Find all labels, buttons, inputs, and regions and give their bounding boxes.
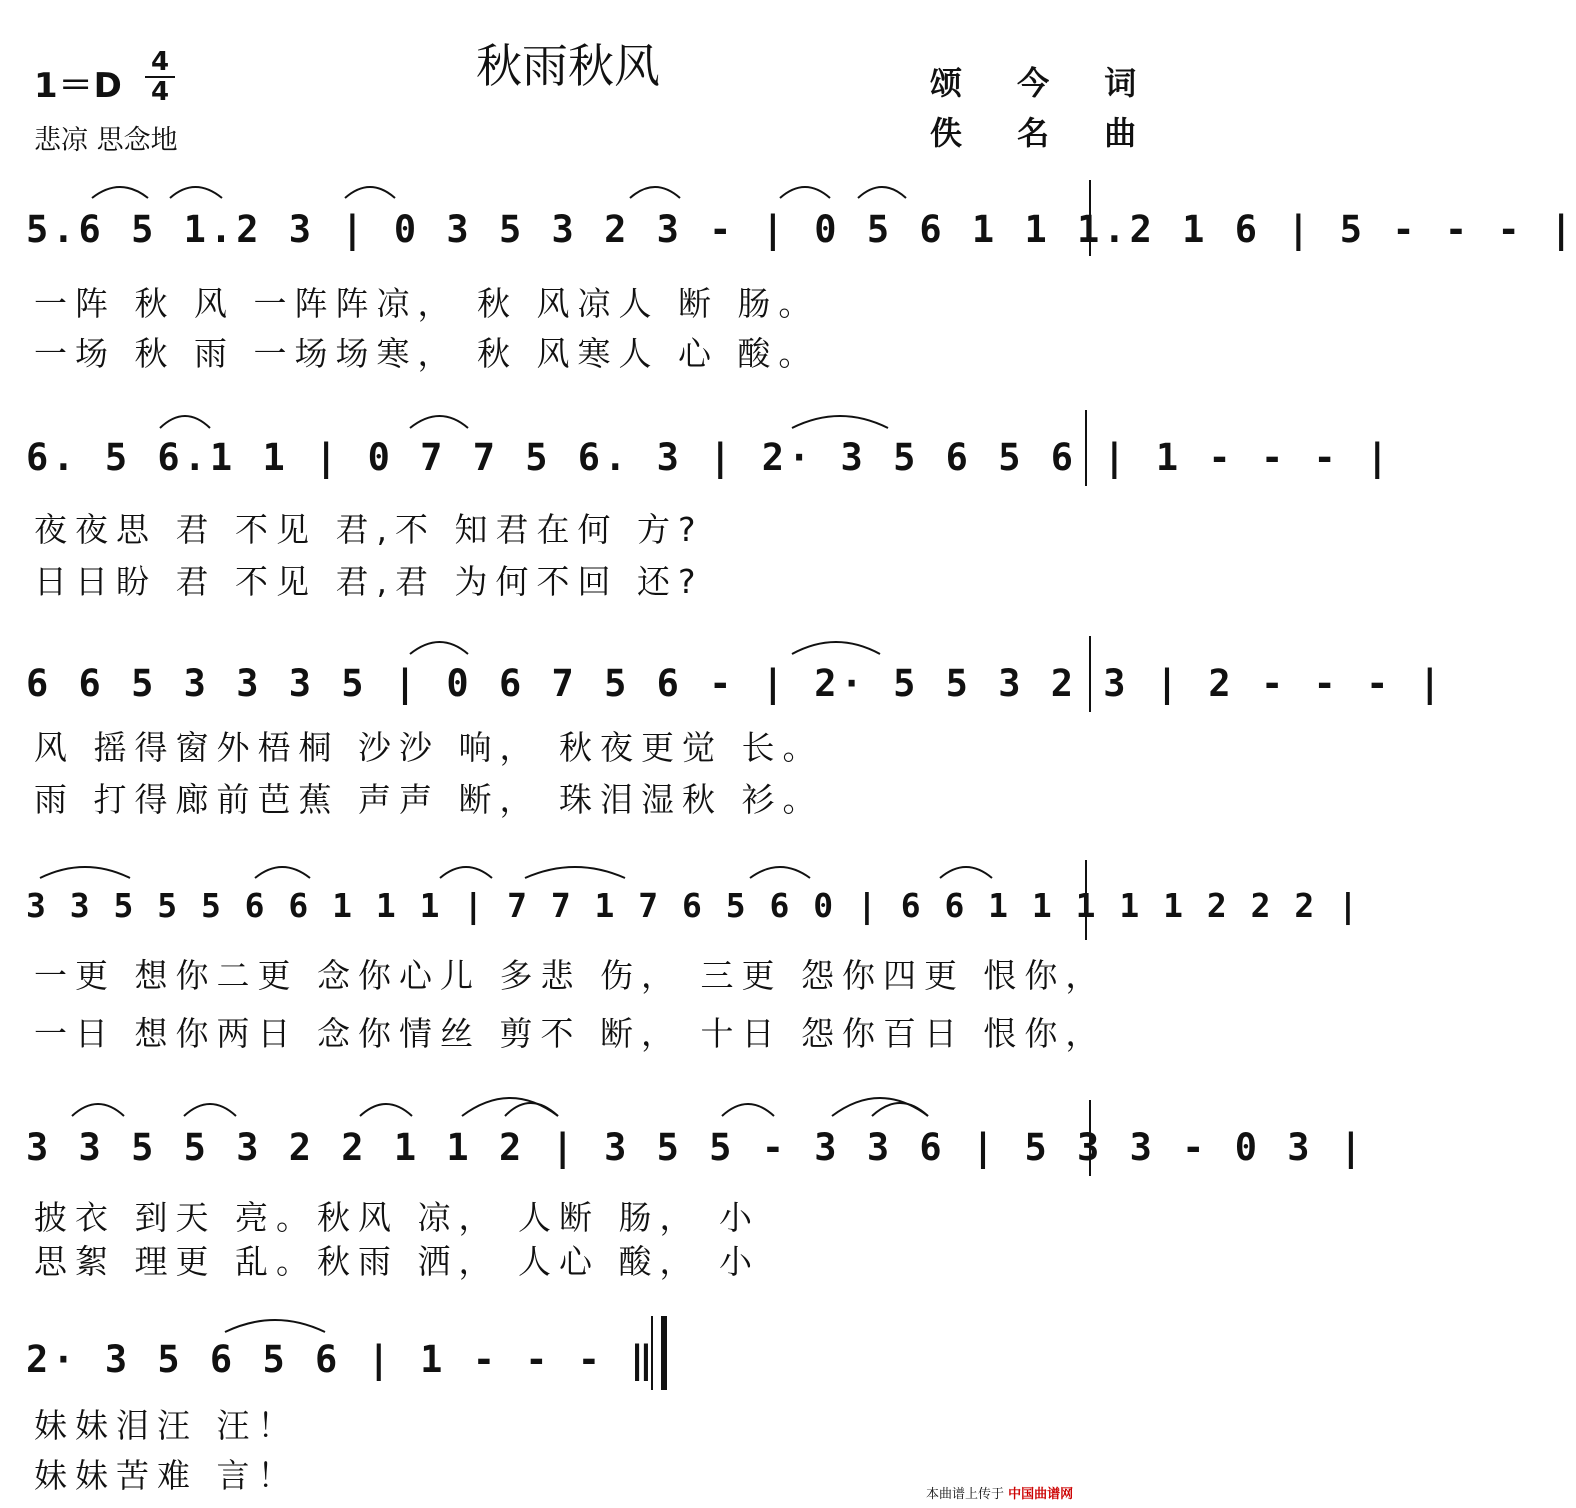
lyricist-credit: 颂 今 词	[930, 64, 1159, 102]
notation-line-2: 6. 5 6.1 1 | 0 7 7 5 6. 3 | 2· 3 5 6 5 6 | 1 - - - |	[26, 436, 1393, 479]
slur-mark	[872, 1103, 928, 1116]
lyric-line-4-verse-2: 一日 想你两日 念你情丝 剪不 断， 十日 怨你百日 恨你，	[34, 1014, 1107, 1053]
lyric-line-6-verse-1: 妹妹泪汪 汪！	[34, 1406, 299, 1445]
footer-upload-text: 本曲谱上传于	[926, 1487, 1005, 1502]
lyric-line-3-verse-2: 雨 打得廊前芭蕉 声声 断， 珠泪湿秋 衫。	[34, 780, 824, 819]
lyric-line-3-verse-1: 风 摇得窗外梧桐 沙沙 响， 秋夜更觉 长。	[34, 728, 824, 767]
score-title: 秋雨秋风	[476, 39, 660, 93]
slur-mark	[525, 867, 625, 878]
lyric-line-4-verse-1: 一更 想你二更 念你心儿 多悲 伤， 三更 怨你四更 恨你，	[34, 956, 1107, 995]
notation-line-5: 3 3 5 5 3 2 2 1 1 2 | 3 5 5 - 3 3 6 | 5 3 3 - 0 3 |	[26, 1126, 1367, 1169]
slur-mark	[255, 867, 310, 878]
slur-mark	[722, 1104, 774, 1116]
lyric-line-2-verse-2: 日日盼 君 不见 君,君 为何不回 还?	[34, 562, 704, 601]
slur-mark	[440, 867, 492, 878]
slur-mark	[792, 642, 880, 654]
slur-mark	[160, 416, 210, 428]
slur-mark	[750, 867, 810, 878]
slur-mark	[72, 1104, 124, 1116]
slur-mark	[858, 187, 906, 198]
slur-mark	[225, 1320, 325, 1332]
slur-mark	[780, 187, 830, 198]
key-signature: 1＝D	[34, 66, 123, 106]
slur-mark	[410, 416, 468, 428]
footer-site-name: 中国曲谱网	[1008, 1487, 1074, 1502]
notation-line-4: 3 3 5 5 5 6 6 1 1 1 | 7 7 1 7 6 5 6 0 | 6 6 1 1 1 1 1 2 2 2 |	[26, 886, 1360, 925]
slur-mark	[360, 1104, 412, 1116]
time-signature-bottom: 4	[150, 77, 170, 107]
slur-mark	[92, 187, 148, 198]
slur-mark	[940, 867, 992, 878]
lyric-line-2-verse-1: 夜夜思 君 不见 君,不 知君在何 方?	[34, 510, 704, 549]
expression-marking: 悲凉 思念地	[34, 125, 178, 156]
slur-mark	[184, 1104, 236, 1116]
lyric-line-6-verse-2: 妹妹苦难 言！	[34, 1456, 299, 1495]
slur-mark	[410, 642, 468, 654]
lyric-line-5-verse-2: 思絮 理更 乱。秋雨 洒， 人心 酸， 小	[34, 1242, 760, 1281]
notation-line-1: 5.6 5 1.2 3 | 0 3 5 3 2 3 - | 0 5 6 1 1 1.2 1 6 | 5 - - - |	[26, 208, 1576, 251]
slur-mark	[630, 187, 680, 198]
slur-mark	[40, 867, 130, 878]
lyric-line-1-verse-1: 一阵 秋 风 一阵阵凉， 秋 风凉人 断 肠。	[34, 284, 820, 323]
slur-mark	[345, 187, 395, 198]
lyric-line-1-verse-2: 一场 秋 雨 一场场寒， 秋 风寒人 心 酸。	[34, 334, 820, 373]
slur-mark	[170, 187, 222, 198]
time-signature-top: 4	[150, 47, 170, 77]
slur-mark	[505, 1103, 558, 1116]
footer-watermark	[926, 1483, 1073, 1502]
slur-mark	[792, 416, 888, 428]
composer-credit: 佚 名 曲	[930, 114, 1159, 152]
notation-line-6: 2· 3 5 6 5 6 | 1 - - - ‖	[26, 1338, 657, 1381]
notation-line-3: 6 6 5 3 3 3 5 | 0 6 7 5 6 - | 2· 5 5 3 2 3 | 2 - - - |	[26, 662, 1445, 705]
lyric-line-5-verse-1: 披衣 到天 亮。秋风 凉， 人断 肠， 小	[34, 1198, 760, 1237]
